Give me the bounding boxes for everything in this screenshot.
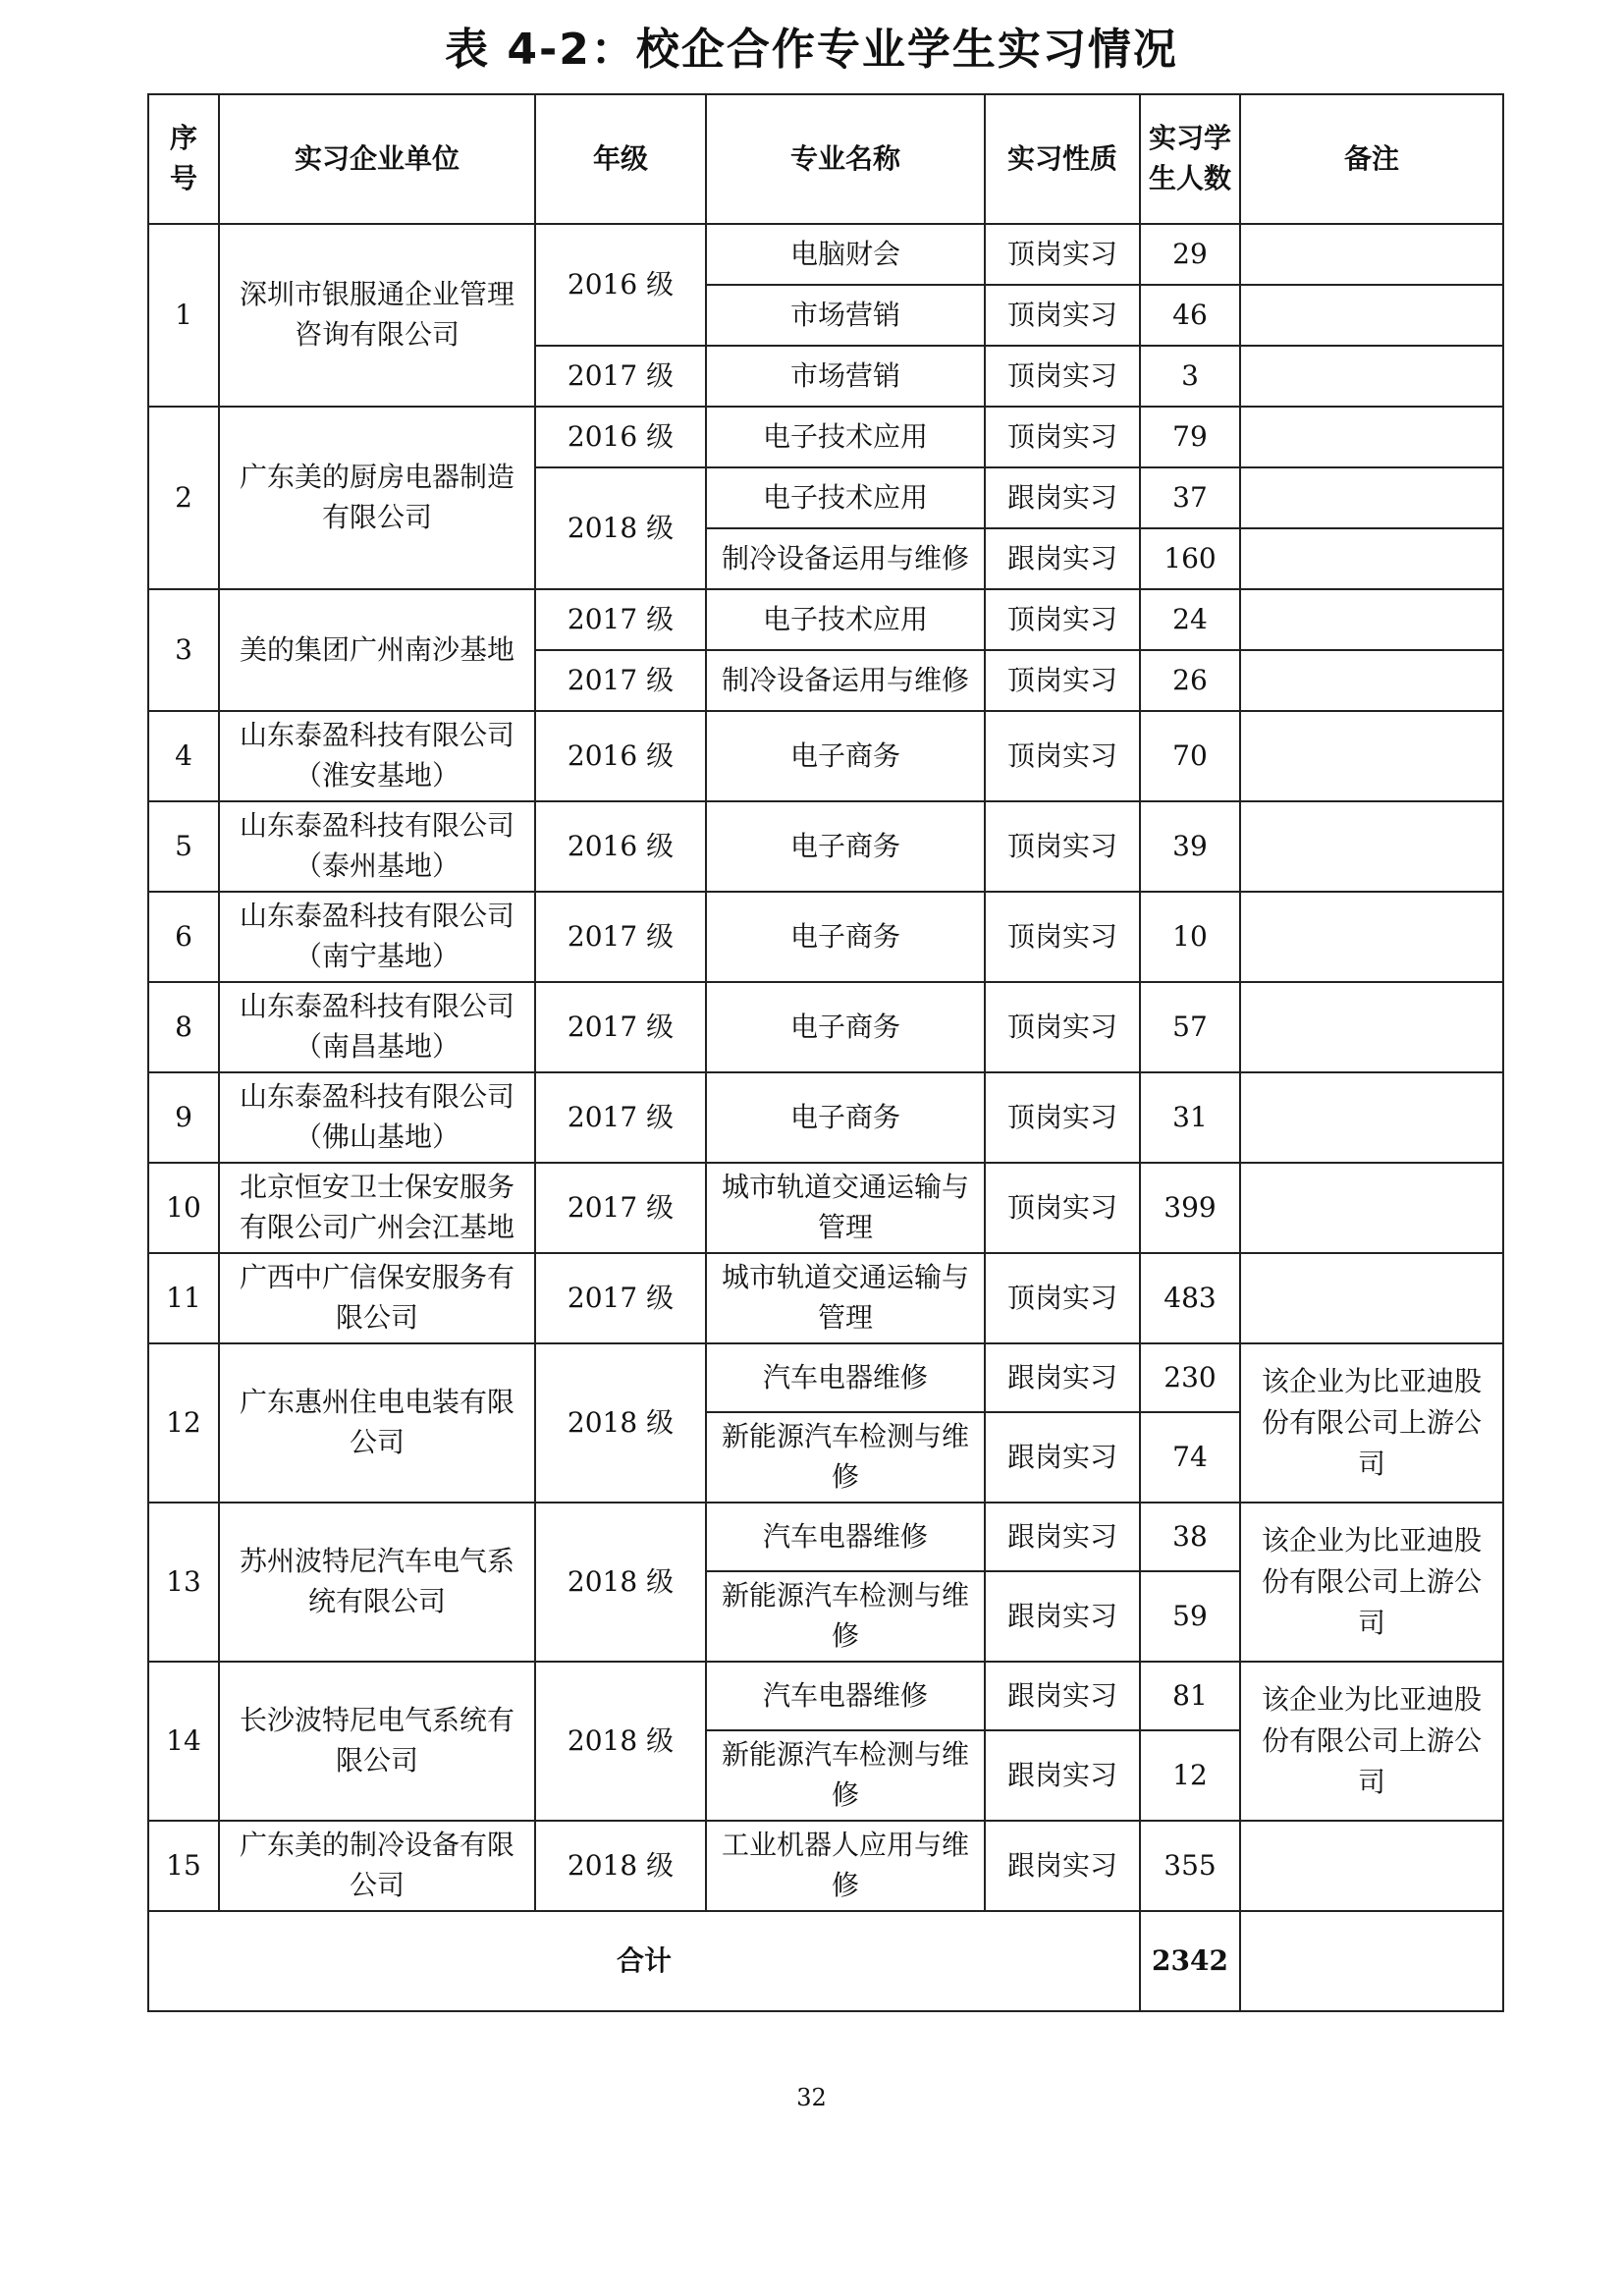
- cell-count: 31: [1140, 1072, 1240, 1163]
- cell-count: 38: [1140, 1503, 1240, 1571]
- cell-major: 新能源汽车检测与维修: [706, 1730, 985, 1821]
- cell-remark: [1240, 1253, 1503, 1343]
- cell-no: 11: [148, 1253, 219, 1343]
- cell-count: 26: [1140, 650, 1240, 711]
- cell-no: 3: [148, 589, 219, 711]
- cell-major: 电子技术应用: [706, 589, 985, 650]
- table-row: [148, 1072, 1503, 1163]
- cell-major: 制冷设备运用与维修: [706, 650, 985, 711]
- cell-major: 电子商务: [706, 711, 985, 801]
- cell-nature: 顶岗实习: [985, 224, 1140, 285]
- cell-major: 电子商务: [706, 982, 985, 1072]
- cell-count: 39: [1140, 801, 1240, 892]
- header-count: 实习学生人数: [1140, 94, 1240, 224]
- table-row: [148, 224, 1503, 285]
- cell-nature: 跟岗实习: [985, 1571, 1140, 1662]
- cell-grade: 2017 级: [535, 1072, 706, 1163]
- header-no: 序号: [148, 94, 219, 224]
- cell-nature: 跟岗实习: [985, 467, 1140, 528]
- table-row: [148, 1253, 1503, 1343]
- cell-grade: 2017 级: [535, 650, 706, 711]
- table-row: [148, 892, 1503, 982]
- cell-remark: [1240, 589, 1503, 650]
- cell-major: 电子技术应用: [706, 407, 985, 467]
- cell-grade: 2017 级: [535, 982, 706, 1072]
- cell-major: 新能源汽车检测与维修: [706, 1571, 985, 1662]
- cell-remark: [1240, 407, 1503, 467]
- cell-nature: 顶岗实习: [985, 407, 1140, 467]
- cell-major: 新能源汽车检测与维修: [706, 1412, 985, 1503]
- cell-count: 355: [1140, 1821, 1240, 1911]
- cell-grade: 2016 级: [535, 711, 706, 801]
- header-major: 专业名称: [706, 94, 985, 224]
- cell-major: 电子技术应用: [706, 467, 985, 528]
- cell-major: 电子商务: [706, 1072, 985, 1163]
- page-number: 32: [796, 2084, 827, 2111]
- cell-remark: 该企业为比亚迪股份有限公司上游公司: [1240, 1662, 1503, 1821]
- header-company: 实习企业单位: [219, 94, 535, 224]
- cell-no: 15: [148, 1821, 219, 1911]
- cell-company: 山东泰盈科技有限公司（淮安基地）: [219, 711, 535, 801]
- cell-count: 483: [1140, 1253, 1240, 1343]
- cell-grade: 2018 级: [535, 467, 706, 589]
- cell-remark: 该企业为比亚迪股份有限公司上游公司: [1240, 1503, 1503, 1662]
- cell-grade: 2017 级: [535, 892, 706, 982]
- cell-grade: 2017 级: [535, 346, 706, 407]
- table-row: [148, 407, 1503, 467]
- cell-nature: 跟岗实习: [985, 1821, 1140, 1911]
- cell-count: 3: [1140, 346, 1240, 407]
- cell-major: 工业机器人应用与维修: [706, 1821, 985, 1911]
- cell-count: 12: [1140, 1730, 1240, 1821]
- cell-nature: 跟岗实习: [985, 1503, 1140, 1571]
- header-row: [148, 94, 1503, 224]
- cell-major: 电子商务: [706, 892, 985, 982]
- total-label: 合计: [148, 1911, 1140, 2011]
- cell-no: 13: [148, 1503, 219, 1662]
- cell-count: 74: [1140, 1412, 1240, 1503]
- cell-nature: 顶岗实习: [985, 285, 1140, 346]
- header-grade: 年级: [535, 94, 706, 224]
- cell-remark: [1240, 285, 1503, 346]
- cell-nature: 顶岗实习: [985, 650, 1140, 711]
- cell-no: 14: [148, 1662, 219, 1821]
- cell-count: 79: [1140, 407, 1240, 467]
- cell-nature: 跟岗实习: [985, 528, 1140, 589]
- table-row: [148, 1503, 1503, 1571]
- header-nature: 实习性质: [985, 94, 1140, 224]
- cell-company: 山东泰盈科技有限公司（南宁基地）: [219, 892, 535, 982]
- cell-remark: [1240, 1072, 1503, 1163]
- cell-count: 59: [1140, 1571, 1240, 1662]
- cell-nature: 顶岗实习: [985, 1072, 1140, 1163]
- cell-remark: [1240, 224, 1503, 285]
- cell-grade: 2017 级: [535, 1253, 706, 1343]
- cell-company: 美的集团广州南沙基地: [219, 589, 535, 711]
- cell-count: 81: [1140, 1662, 1240, 1730]
- cell-major: 城市轨道交通运输与管理: [706, 1253, 985, 1343]
- cell-count: 70: [1140, 711, 1240, 801]
- cell-company: 广东惠州住电电装有限公司: [219, 1343, 535, 1503]
- cell-count: 160: [1140, 528, 1240, 589]
- total-row: [148, 1911, 1503, 2011]
- cell-nature: 顶岗实习: [985, 1163, 1140, 1253]
- cell-count: 24: [1140, 589, 1240, 650]
- cell-no: 2: [148, 407, 219, 589]
- cell-remark: [1240, 801, 1503, 892]
- cell-company: 广东美的制冷设备有限公司: [219, 1821, 535, 1911]
- cell-grade: 2018 级: [535, 1662, 706, 1821]
- cell-remark: [1240, 711, 1503, 801]
- cell-grade: 2018 级: [535, 1343, 706, 1503]
- cell-no: 1: [148, 224, 219, 407]
- cell-company: 广西中广信保安服务有限公司: [219, 1253, 535, 1343]
- table-row: [148, 589, 1503, 650]
- table-row: [148, 1662, 1503, 1730]
- cell-count: 399: [1140, 1163, 1240, 1253]
- table-row: [148, 801, 1503, 892]
- cell-nature: 顶岗实习: [985, 711, 1140, 801]
- cell-nature: 顶岗实习: [985, 801, 1140, 892]
- cell-remark: [1240, 346, 1503, 407]
- cell-nature: 跟岗实习: [985, 1730, 1140, 1821]
- cell-company: 苏州波特尼汽车电气系统有限公司: [219, 1503, 535, 1662]
- cell-remark: [1240, 650, 1503, 711]
- cell-major: 电子商务: [706, 801, 985, 892]
- cell-company: 山东泰盈科技有限公司（泰州基地）: [219, 801, 535, 892]
- cell-remark: [1240, 1163, 1503, 1253]
- table-title: 表 4-2：校企合作专业学生实习情况: [445, 25, 1178, 75]
- table-row: [148, 1343, 1503, 1412]
- cell-company: 长沙波特尼电气系统有限公司: [219, 1662, 535, 1821]
- cell-no: 8: [148, 982, 219, 1072]
- cell-company: 山东泰盈科技有限公司（佛山基地）: [219, 1072, 535, 1163]
- cell-grade: 2017 级: [535, 589, 706, 650]
- table-row: [148, 982, 1503, 1072]
- cell-no: 6: [148, 892, 219, 982]
- cell-company: 山东泰盈科技有限公司（南昌基地）: [219, 982, 535, 1072]
- cell-remark: [1240, 1821, 1503, 1911]
- cell-company: 深圳市银服通企业管理咨询有限公司: [219, 224, 535, 407]
- cell-count: 46: [1140, 285, 1240, 346]
- cell-nature: 跟岗实习: [985, 1662, 1140, 1730]
- cell-no: 12: [148, 1343, 219, 1503]
- cell-major: 市场营销: [706, 346, 985, 407]
- cell-nature: 顶岗实习: [985, 346, 1140, 407]
- cell-count: 37: [1140, 467, 1240, 528]
- cell-grade: 2017 级: [535, 1163, 706, 1253]
- total-count: 2342: [1140, 1911, 1240, 2011]
- cell-grade: 2016 级: [535, 407, 706, 467]
- cell-major: 市场营销: [706, 285, 985, 346]
- cell-no: 4: [148, 711, 219, 801]
- cell-nature: 顶岗实习: [985, 1253, 1140, 1343]
- cell-remark: [1240, 528, 1503, 589]
- cell-major: 汽车电器维修: [706, 1662, 985, 1730]
- table-row: [148, 1821, 1503, 1911]
- cell-company: 北京恒安卫士保安服务有限公司广州会江基地: [219, 1163, 535, 1253]
- cell-no: 10: [148, 1163, 219, 1253]
- cell-nature: 顶岗实习: [985, 982, 1140, 1072]
- cell-nature: 跟岗实习: [985, 1343, 1140, 1412]
- cell-major: 汽车电器维修: [706, 1343, 985, 1412]
- header-remark: 备注: [1240, 94, 1503, 224]
- cell-remark: [1240, 892, 1503, 982]
- cell-no: 5: [148, 801, 219, 892]
- cell-count: 10: [1140, 892, 1240, 982]
- internship-table: [147, 93, 1504, 2012]
- cell-major: 电脑财会: [706, 224, 985, 285]
- cell-remark: 该企业为比亚迪股份有限公司上游公司: [1240, 1343, 1503, 1503]
- table-row: [148, 711, 1503, 801]
- cell-grade: 2016 级: [535, 224, 706, 346]
- cell-grade: 2018 级: [535, 1821, 706, 1911]
- cell-remark: [1240, 982, 1503, 1072]
- cell-major: 城市轨道交通运输与管理: [706, 1163, 985, 1253]
- table-row: [148, 1163, 1503, 1253]
- cell-no: 9: [148, 1072, 219, 1163]
- cell-nature: 跟岗实习: [985, 1412, 1140, 1503]
- cell-remark: [1240, 1911, 1503, 2011]
- cell-grade: 2016 级: [535, 801, 706, 892]
- cell-nature: 顶岗实习: [985, 589, 1140, 650]
- cell-major: 制冷设备运用与维修: [706, 528, 985, 589]
- cell-company: 广东美的厨房电器制造有限公司: [219, 407, 535, 589]
- cell-nature: 顶岗实习: [985, 892, 1140, 982]
- cell-grade: 2018 级: [535, 1503, 706, 1662]
- cell-count: 57: [1140, 982, 1240, 1072]
- cell-count: 29: [1140, 224, 1240, 285]
- cell-remark: [1240, 467, 1503, 528]
- cell-major: 汽车电器维修: [706, 1503, 985, 1571]
- cell-count: 230: [1140, 1343, 1240, 1412]
